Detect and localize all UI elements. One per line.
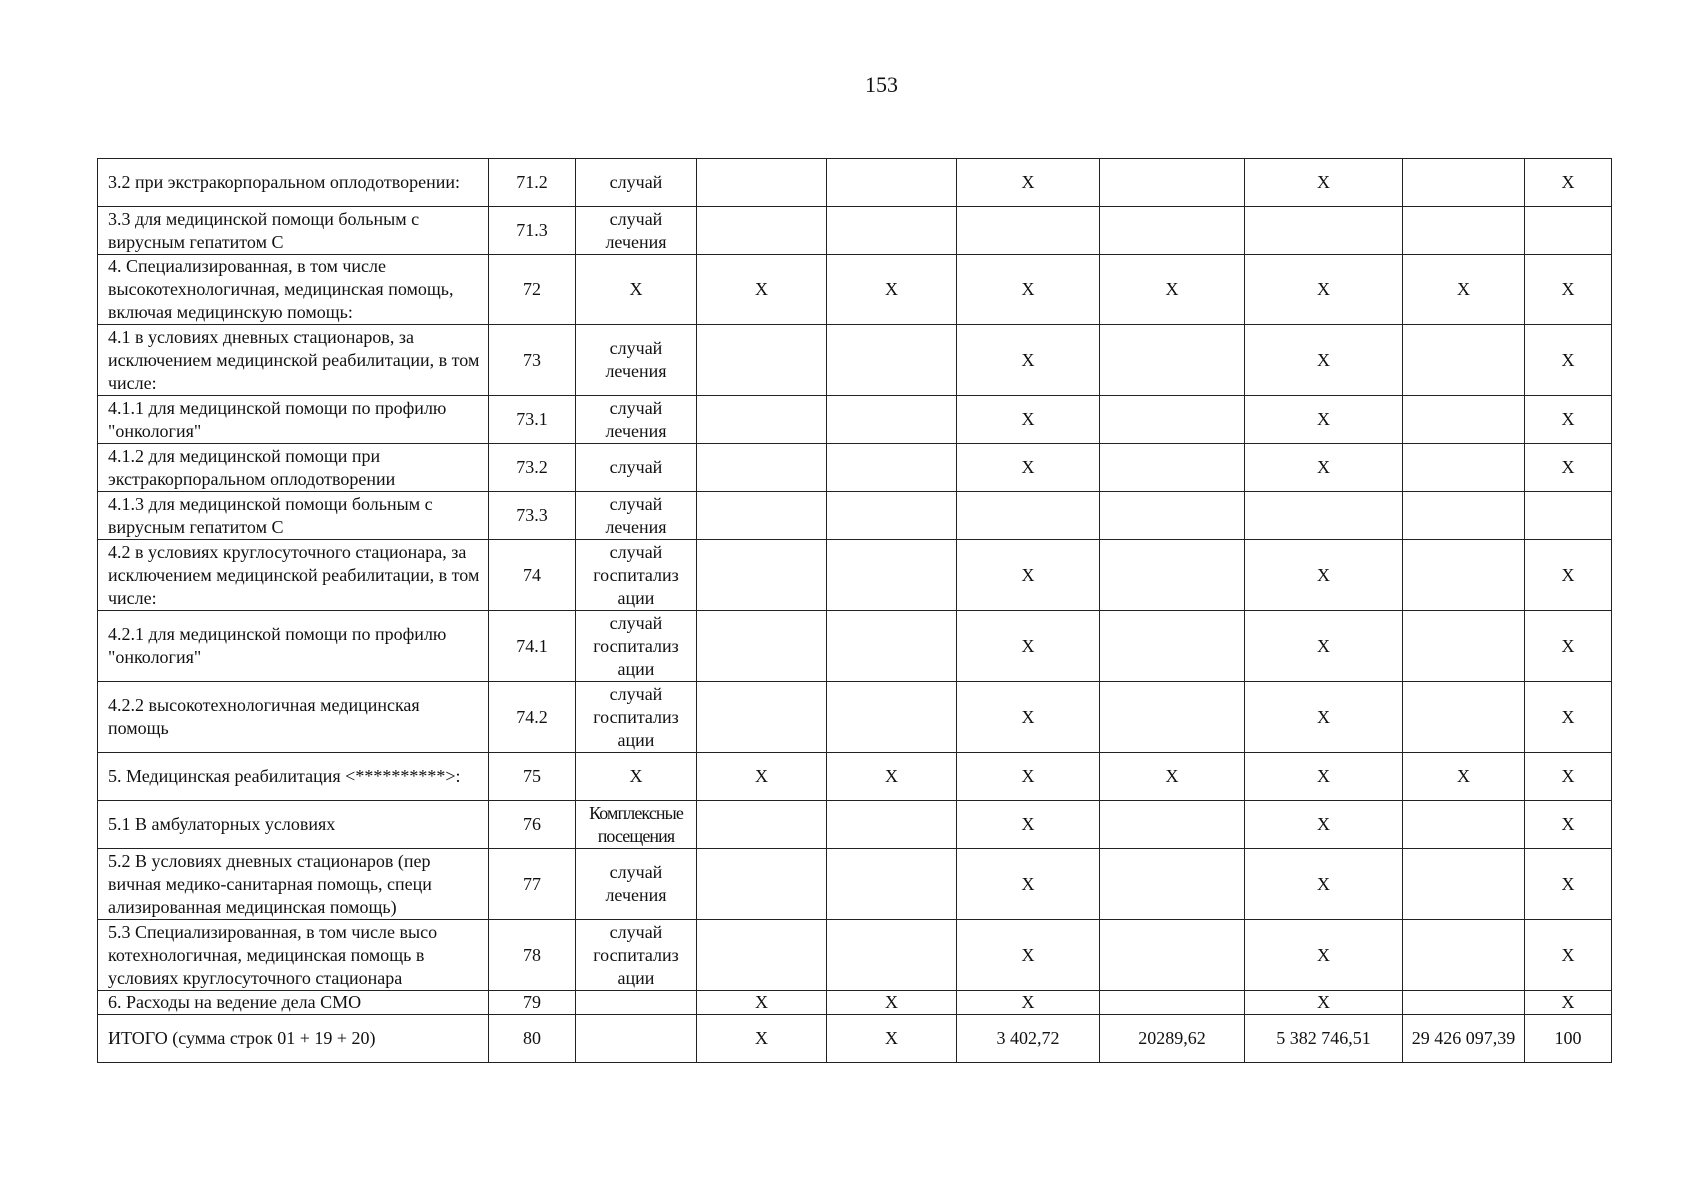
col2-cell: X [827,753,957,801]
col4-cell: 20289,62 [1100,1015,1245,1063]
unit-cell: X [576,255,697,325]
col3-cell: X [957,849,1100,920]
col6-cell: X [1403,255,1525,325]
col6-cell [1403,159,1525,207]
col1-cell: X [697,991,827,1015]
col4-cell: X [1100,753,1245,801]
table-row [98,991,1612,1015]
row-name: 3.3 для медицинской помощи больным с вирусным гепатитом С [98,207,489,255]
col4-cell [1100,325,1245,396]
table-row [98,920,1612,991]
col6-cell [1403,396,1525,444]
col7-cell: X [1525,396,1612,444]
row-code: 78 [489,920,576,991]
row-code: 71.3 [489,207,576,255]
col1-cell [697,540,827,611]
table-row [98,849,1612,920]
col3-cell: X [957,991,1100,1015]
row-name: 5.1 В амбулаторных условиях [98,801,489,849]
col2-cell [827,159,957,207]
col3-cell: X [957,801,1100,849]
unit-cell: случай госпитализ ации [576,540,697,611]
table-row [98,1015,1612,1063]
col1-cell [697,682,827,753]
col4-cell [1100,849,1245,920]
row-name: 5. Медицинская реабилитация <**********>: [98,753,489,801]
col3-cell: X [957,159,1100,207]
col6-cell [1403,991,1525,1015]
col1-cell [697,849,827,920]
col1-cell [697,611,827,682]
row-name: 4.2 в условиях круглосуточного стационара, за исключением медицинской реабилитации, в том числе: [98,540,489,611]
col3-cell: X [957,540,1100,611]
table-row [98,492,1612,540]
row-code: 74.1 [489,611,576,682]
col7-cell: X [1525,753,1612,801]
col7-cell: X [1525,991,1612,1015]
unit-cell: случай лечения [576,849,697,920]
row-code: 74 [489,540,576,611]
col7-cell: X [1525,849,1612,920]
col4-cell [1100,801,1245,849]
col6-cell [1403,920,1525,991]
col7-cell [1525,492,1612,540]
row-name: 4.2.1 для медицинской помощи по профилю "онкология" [98,611,489,682]
col5-cell: X [1245,801,1403,849]
unit-cell [576,991,697,1015]
col3-cell: X [957,753,1100,801]
col4-cell [1100,920,1245,991]
row-code: 79 [489,991,576,1015]
col7-cell: 100 [1525,1015,1612,1063]
unit-cell: случай лечения [576,325,697,396]
col3-cell: X [957,682,1100,753]
row-name: 4.1.2 для медицинской помощи при экстракорпоральном оплодотворении [98,444,489,492]
row-name: 4.1.3 для медицинской помощи больным с вирусным гепатитом С [98,492,489,540]
col5-cell: X [1245,753,1403,801]
col2-cell [827,920,957,991]
col3-cell: X [957,325,1100,396]
col5-cell: X [1245,255,1403,325]
col5-cell: X [1245,682,1403,753]
financing-table [97,158,1612,1063]
col3-cell: X [957,255,1100,325]
row-name: ИТОГО (сумма строк 01 + 19 + 20) [98,1015,489,1063]
col7-cell: X [1525,255,1612,325]
unit-cell: случай госпитализ ации [576,611,697,682]
table-row [98,159,1612,207]
col4-cell [1100,682,1245,753]
unit-cell: случай [576,444,697,492]
row-code: 75 [489,753,576,801]
unit-cell: случай [576,159,697,207]
col3-cell: 3 402,72 [957,1015,1100,1063]
table-row [98,207,1612,255]
row-name: 5.2 В условиях дневных стационаров (пер вичная медико-санитарная помощь, специ ализированная медицинская помощь) [98,849,489,920]
col7-cell: X [1525,611,1612,682]
col4-cell: X [1100,255,1245,325]
col2-cell: X [827,255,957,325]
table-row [98,444,1612,492]
col2-cell [827,611,957,682]
col4-cell [1100,611,1245,682]
col4-cell [1100,991,1245,1015]
col3-cell: X [957,444,1100,492]
col1-cell [697,207,827,255]
unit-cell: случай госпитализ ации [576,920,697,991]
row-code: 71.2 [489,159,576,207]
col3-cell: X [957,611,1100,682]
table-row [98,753,1612,801]
unit-cell: случай госпитализ ации [576,682,697,753]
row-code: 73.1 [489,396,576,444]
unit-cell: случай лечения [576,207,697,255]
col4-cell [1100,540,1245,611]
col6-cell [1403,492,1525,540]
row-name: 4. Специализированная, в том числе высокотехнологичная, медицинская помощь, включая медицинскую помощь: [98,255,489,325]
col1-cell [697,492,827,540]
row-code: 80 [489,1015,576,1063]
col7-cell: X [1525,920,1612,991]
col7-cell: X [1525,325,1612,396]
col1-cell [697,325,827,396]
col6-cell [1403,849,1525,920]
table-row [98,325,1612,396]
col5-cell: X [1245,396,1403,444]
table-row [98,682,1612,753]
col7-cell: X [1525,682,1612,753]
table-row [98,611,1612,682]
row-code: 77 [489,849,576,920]
col5-cell: X [1245,849,1403,920]
col1-cell: X [697,255,827,325]
row-name: 4.1.1 для медицинской помощи по профилю "онкология" [98,396,489,444]
col2-cell [827,849,957,920]
col2-cell [827,801,957,849]
col7-cell: X [1525,159,1612,207]
col2-cell: X [827,1015,957,1063]
col2-cell [827,325,957,396]
col2-cell [827,207,957,255]
col2-cell [827,492,957,540]
col7-cell: X [1525,801,1612,849]
col3-cell [957,207,1100,255]
col5-cell: X [1245,444,1403,492]
unit-cell: Комплексные посещения [576,801,697,849]
col1-cell [697,444,827,492]
row-code: 72 [489,255,576,325]
col5-cell [1245,207,1403,255]
col2-cell [827,396,957,444]
col3-cell [957,492,1100,540]
col1-cell: X [697,1015,827,1063]
col4-cell [1100,492,1245,540]
row-code: 76 [489,801,576,849]
col7-cell: X [1525,540,1612,611]
col7-cell [1525,207,1612,255]
col6-cell [1403,540,1525,611]
col5-cell [1245,492,1403,540]
col6-cell [1403,611,1525,682]
table-row [98,255,1612,325]
col5-cell: X [1245,920,1403,991]
col5-cell: X [1245,991,1403,1015]
row-name: 6. Расходы на ведение дела СМО [98,991,489,1015]
row-name: 5.3 Специализированная, в том числе высо котехнологичная, медицинская помощь в условиях круглосуточного стационара [98,920,489,991]
unit-cell: X [576,753,697,801]
col6-cell [1403,801,1525,849]
col4-cell [1100,396,1245,444]
col6-cell [1403,325,1525,396]
col5-cell: X [1245,540,1403,611]
unit-cell: случай лечения [576,492,697,540]
col4-cell [1100,444,1245,492]
row-name: 3.2 при экстракорпоральном оплодотворении: [98,159,489,207]
col6-cell [1403,444,1525,492]
col1-cell [697,801,827,849]
col1-cell [697,159,827,207]
col1-cell [697,396,827,444]
table-row [98,396,1612,444]
row-code: 73.2 [489,444,576,492]
col6-cell [1403,682,1525,753]
unit-cell [576,1015,697,1063]
col5-cell: 5 382 746,51 [1245,1015,1403,1063]
page-number: 153 [865,72,898,97]
col7-cell: X [1525,444,1612,492]
col2-cell [827,682,957,753]
col4-cell [1100,159,1245,207]
row-name: 4.1 в условиях дневных стационаров, за исключением медицинской реабилитации, в том числе: [98,325,489,396]
col2-cell [827,540,957,611]
row-name: 4.2.2 высокотехнологичная медицинская помощь [98,682,489,753]
col5-cell: X [1245,611,1403,682]
col5-cell: X [1245,325,1403,396]
col6-cell: X [1403,753,1525,801]
col1-cell [697,920,827,991]
col2-cell [827,444,957,492]
unit-cell: случай лечения [576,396,697,444]
col4-cell [1100,207,1245,255]
row-code: 73.3 [489,492,576,540]
row-code: 74.2 [489,682,576,753]
col2-cell: X [827,991,957,1015]
table-row [98,540,1612,611]
col6-cell: 29 426 097,39 [1403,1015,1525,1063]
row-code: 73 [489,325,576,396]
col6-cell [1403,207,1525,255]
col3-cell: X [957,920,1100,991]
table-row [98,801,1612,849]
col1-cell: X [697,753,827,801]
col3-cell: X [957,396,1100,444]
col5-cell: X [1245,159,1403,207]
